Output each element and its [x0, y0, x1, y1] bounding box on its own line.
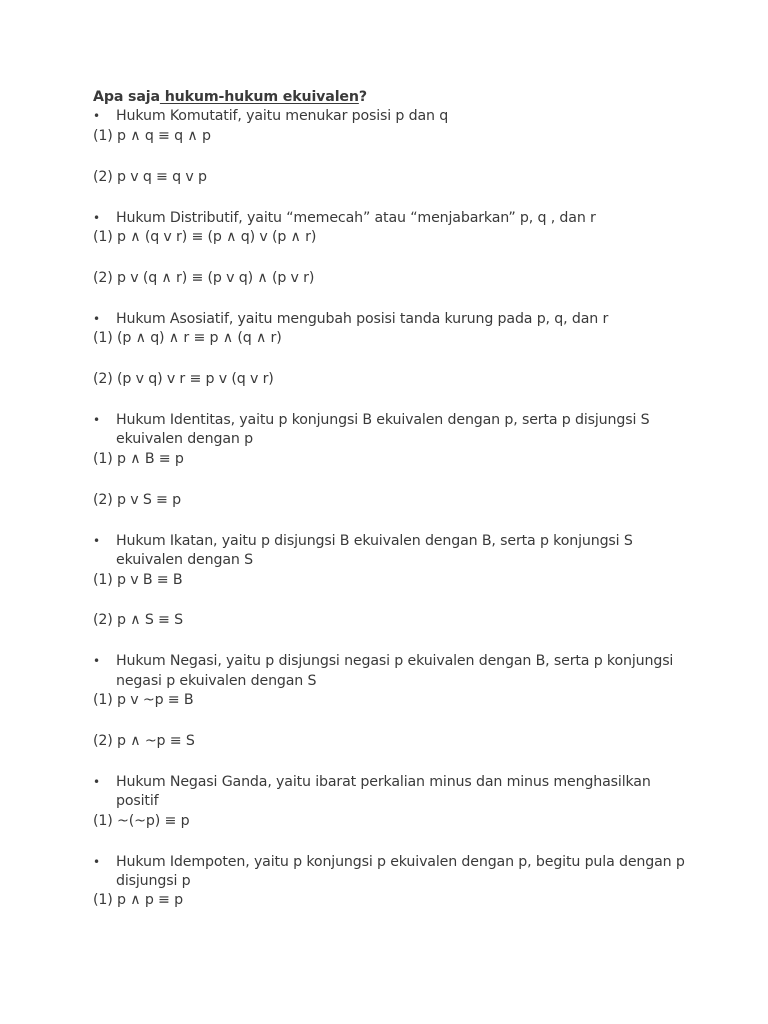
equation-1: (1) p ∧ p ≡ p [93, 892, 183, 909]
law-heading [93, 209, 693, 228]
equation-1: (1) p v ~p ≡ B [93, 692, 194, 709]
bullet-icon: • [93, 210, 100, 225]
law-identitas [93, 411, 693, 532]
bullet-icon: • [93, 311, 100, 326]
law-heading [93, 107, 693, 126]
law-distributif [93, 209, 693, 310]
equation-2: (2) p v S ≡ p [93, 491, 181, 508]
law-ikatan [93, 532, 693, 653]
heading-prefix: Apa saja [93, 89, 160, 105]
equation-2: (2) (p v q) v r ≡ p v (q v r) [93, 371, 274, 388]
heading-underlined-link[interactable]: hukum-hukum ekuivalen [159, 89, 359, 105]
law-name: Hukum Komutatif, yaitu menukar posisi p dan q [116, 108, 449, 125]
document-body [93, 88, 693, 911]
law-name: Hukum Identitas, yaitu p konjungsi B ekuivalen dengan p, serta p disjungsi S ekuivalen dengan p [116, 412, 654, 448]
law-heading [93, 853, 693, 892]
equation-1: (1) p ∧ (q v r) ≡ (p ∧ q) v (p ∧ r) [93, 229, 317, 246]
law-name: Hukum Negasi Ganda, yaitu ibarat perkalian minus dan minus menghasilkan positif [116, 773, 656, 810]
law-name: Hukum Ikatan, yaitu p disjungsi B ekuivalen dengan B, serta p konjungsi S ekuivalen dengan S [116, 532, 638, 569]
law-heading [93, 310, 693, 329]
law-name: Hukum Idempoten, yaitu p konjungsi p ekuivalen dengan p, begitu pula dengan p disjungsi p [116, 853, 690, 890]
equation-2: (2) p v (q ∧ r) ≡ (p v q) ∧ (p v r) [93, 269, 315, 286]
equation-2: (2) p ∧ S ≡ S [93, 612, 183, 629]
document-heading [93, 88, 693, 107]
bullet-icon: • [93, 533, 100, 548]
law-asosiatif [93, 310, 693, 411]
law-heading [93, 411, 693, 450]
equation-2: (2) p ∧ ~p ≡ S [93, 733, 195, 750]
equation-1: (1) p ∧ q ≡ q ∧ p [93, 127, 211, 144]
law-komutatif [93, 107, 693, 208]
law-heading [93, 532, 693, 571]
law-idempoten [93, 853, 693, 911]
law-heading [93, 773, 693, 812]
bullet-icon: • [93, 109, 100, 124]
bullet-icon: • [93, 654, 100, 669]
law-heading [93, 652, 693, 691]
equation-2: (2) p v q ≡ q v p [93, 168, 207, 185]
bullet-icon: • [93, 774, 100, 789]
law-negasi-ganda [93, 773, 693, 853]
law-negasi [93, 652, 693, 773]
equation-1: (1) (p ∧ q) ∧ r ≡ p ∧ (q ∧ r) [93, 330, 282, 347]
bullet-icon: • [93, 413, 100, 428]
bullet-icon: • [93, 854, 100, 869]
law-name: Hukum Asosiatif, yaitu mengubah posisi tanda kurung pada p, q, dan r [116, 310, 609, 327]
heading-suffix: ? [358, 89, 367, 105]
law-name: Hukum Negasi, yaitu p disjungsi negasi p ekuivalen dengan B, serta p konjungsi negasi p ekuivalen dengan S [116, 653, 678, 689]
law-name: Hukum Distributif, yaitu “memecah” atau “menjabarkan” p, q , dan r [116, 209, 596, 226]
equation-1: (1) ~(~p) ≡ p [93, 812, 190, 829]
equation-1: (1) p v B ≡ B [93, 571, 183, 588]
equation-1: (1) p ∧ B ≡ p [93, 450, 184, 467]
